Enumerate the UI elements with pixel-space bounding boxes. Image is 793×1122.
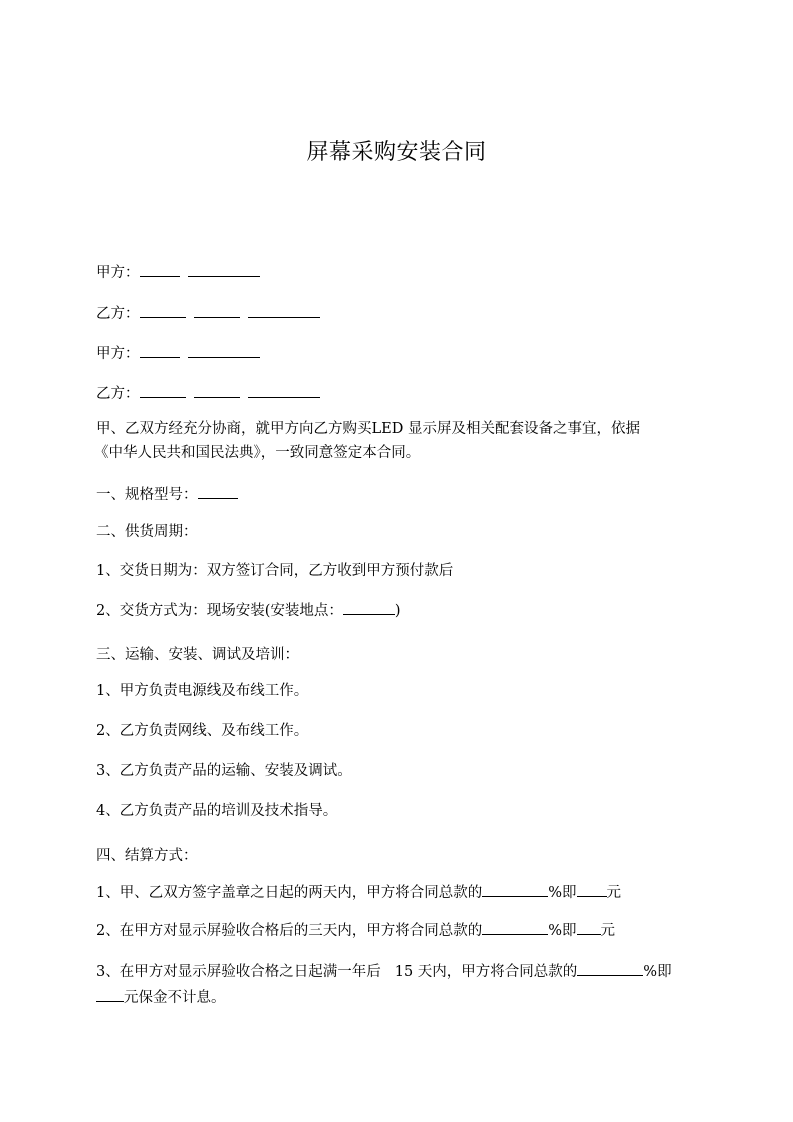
percent-text: %即 [643, 964, 672, 980]
party-b-line-2 [96, 383, 706, 404]
delivery-method-label: 2、交货方式为：现场安装(安装地点： [96, 603, 343, 619]
section-3-item-1: 1、甲方负责电源线及布线工作。 [96, 683, 309, 699]
section-2-item-1: 1、交货日期为：双方签订合同，乙方收到甲方预付款后 [96, 563, 454, 579]
section-4-item-2 [96, 920, 706, 941]
payment-3-days: 15 天内，甲方将合同总款的 [394, 964, 578, 980]
section-2-item-2 [96, 600, 706, 621]
payment-1-text: 1、甲、乙双方签字盖章之日起的两天内，甲方将合同总款的 [96, 885, 483, 901]
party-b-blank[interactable] [140, 303, 186, 318]
section-1-heading: 一、规格型号： [96, 487, 198, 503]
percent-text: %即 [548, 885, 577, 901]
party-b-blank[interactable] [248, 303, 320, 318]
section-2-heading: 二、供货周期： [96, 524, 198, 540]
install-location-blank[interactable] [343, 600, 395, 615]
page-title: 屏幕采购安装合同 [306, 140, 487, 165]
amount-blank[interactable] [577, 920, 601, 935]
closing-paren: ) [394, 603, 401, 619]
party-a-label: 甲方： [96, 346, 140, 362]
section-4-item-3-line-1 [96, 961, 706, 982]
party-b-line-1 [96, 303, 706, 324]
party-b-label: 乙方： [96, 386, 140, 402]
party-a-line-1 [96, 262, 706, 283]
party-b-blank[interactable] [140, 383, 186, 398]
payment-2-text: 2、在甲方对显示屏验收合格后的三天内，甲方将合同总款的 [96, 923, 483, 939]
intro-line-1: 甲、乙双方经充分协商，就甲方向乙方购买LED 显示屏及相关配套设备之事宜，依据 [96, 421, 640, 437]
spec-model-blank[interactable] [198, 484, 238, 499]
party-b-blank[interactable] [194, 383, 240, 398]
intro-line-2: 《中华人民共和国民法典》，一致同意签定本合同。 [94, 445, 421, 461]
percent-blank[interactable] [482, 920, 548, 935]
yuan-text: 元 [606, 885, 622, 901]
amount-blank[interactable] [96, 987, 124, 1002]
party-a-blank[interactable] [188, 343, 260, 358]
amount-blank[interactable] [577, 882, 607, 897]
party-b-label: 乙方： [96, 306, 140, 322]
party-a-blank[interactable] [140, 343, 180, 358]
party-b-blank[interactable] [194, 303, 240, 318]
section-3-item-4: 4、乙方负责产品的培训及技术指导。 [96, 803, 338, 819]
percent-text: %即 [548, 923, 577, 939]
party-a-blank[interactable] [188, 262, 260, 277]
section-3-item-3: 3、乙方负责产品的运输、安装及调试。 [96, 763, 352, 779]
party-a-blank[interactable] [140, 262, 180, 277]
section-3-heading: 三、运输、安装、调试及培训： [96, 647, 299, 663]
party-a-line-2 [96, 343, 706, 364]
section-4-heading: 四、结算方式： [96, 848, 198, 864]
party-b-blank[interactable] [248, 383, 320, 398]
percent-blank[interactable] [577, 961, 643, 976]
section-3-item-2: 2、乙方负责网线、及布线工作。 [96, 723, 309, 739]
section-1-heading-line [96, 484, 706, 505]
retention-text: 元保金不计息。 [124, 990, 226, 1006]
percent-blank[interactable] [482, 882, 548, 897]
section-4-item-3-line-2 [96, 987, 706, 1008]
payment-3-text: 3、在甲方对显示屏验收合格之日起满一年后 [96, 964, 381, 980]
yuan-text: 元 [600, 923, 616, 939]
section-4-item-1 [96, 882, 706, 903]
party-a-label: 甲方： [96, 265, 140, 281]
